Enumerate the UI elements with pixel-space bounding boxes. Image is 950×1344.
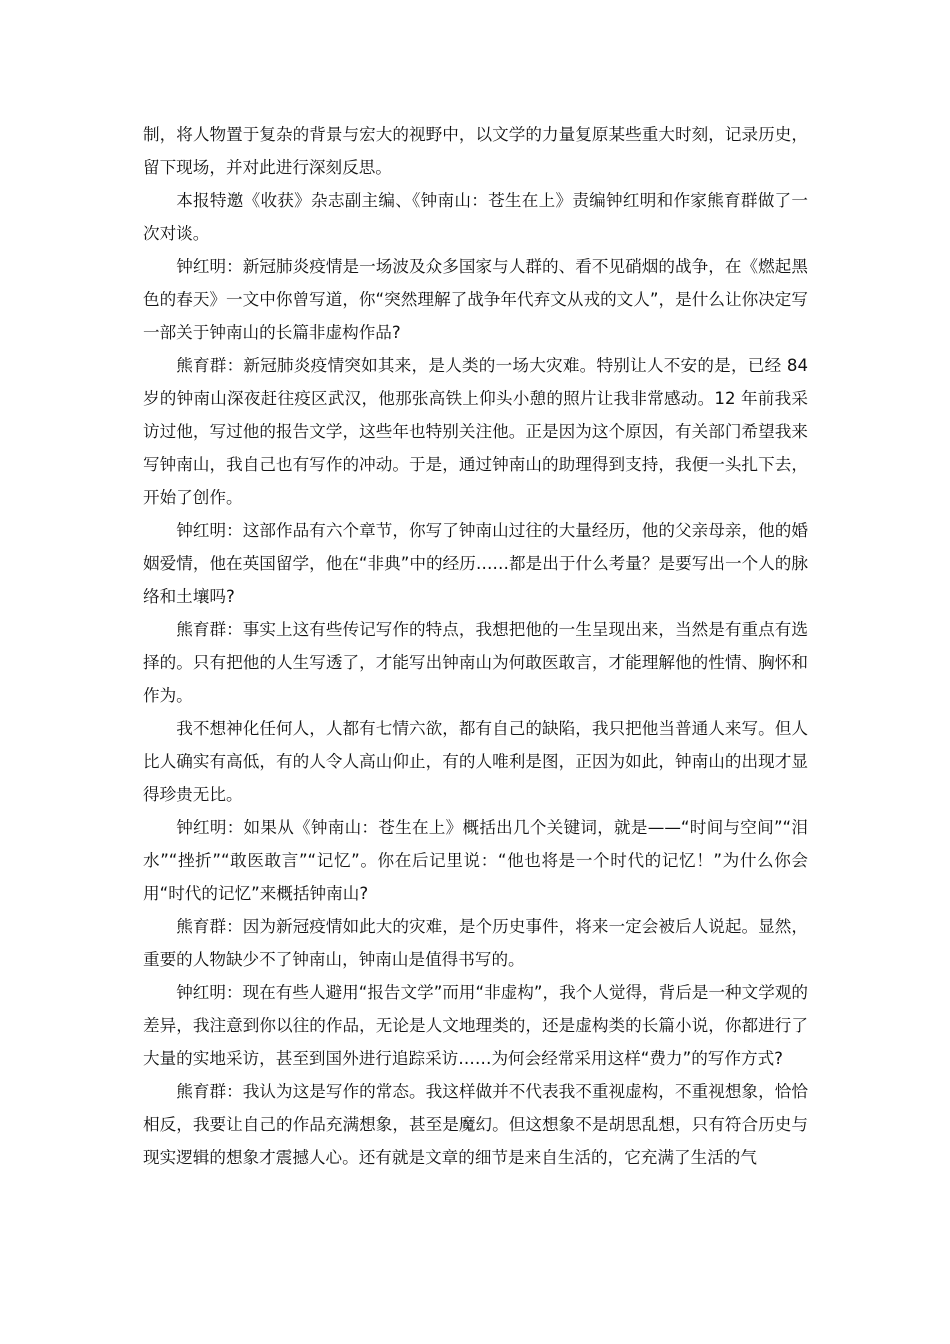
paragraph: 熊育群：新冠肺炎疫情突如其来，是人类的一场大灾难。特别让人不安的是，已经 84岁的钟南山深夜赶往疫区武汉，他那张高铁上仰头小憩的照片让我非常感动。12 年前我采访过他，写过他的报告文学，这些年也特别关注他。正是因为这个原因，有关部门希望我来写钟南山，我自己也有写作的冲动。于是，通过钟南山的助理得到支持，我便一头扎下去，开始了创作。: [143, 356, 808, 507]
paragraph: 钟红明：如果从《钟南山：苍生在上》概括出几个关键词，就是——“时间与空间”“泪水”“挫折”“敢医敢言”“记忆”。你在后记里说：“他也将是一个时代的记忆！”为什么你会用“时代的记忆”来概括钟南山?: [143, 818, 808, 903]
paragraph: 熊育群：我认为这是写作的常态。我这样做并不代表我不重视虚构，不重视想象，恰恰相反，我要让自己的作品充满想象，甚至是魔幻。但这想象不是胡思乱想，只有符合历史与现实逻辑的想象才震撼人心。还有就是文章的细节是来自生活的，它充满了生活的气: [143, 1082, 808, 1167]
paragraph: 钟红明：新冠肺炎疫情是一场波及众多国家与人群的、看不见硝烟的战争，在《燃起黑色的春天》一文中你曾写道，你“突然理解了战争年代弃文从戎的文人”，是什么让你决定写一部关于钟南山的长篇非虚构作品?: [143, 257, 808, 342]
paragraph: 制，将人物置于复杂的背景与宏大的视野中，以文学的力量复原某些重大时刻，记录历史，留下现场，并对此进行深刻反思。: [143, 125, 808, 177]
paragraph: 我不想神化任何人，人都有七情六欲，都有自己的缺陷，我只把他当普通人来写。但人比人确实有高低，有的人令人高山仰止，有的人唯利是图，正因为如此，钟南山的出现才显得珍贵无比。: [143, 719, 808, 804]
paragraph: 钟红明：这部作品有六个章节，你写了钟南山过往的大量经历，他的父亲母亲，他的婚姻爱情，他在英国留学，他在“非典”中的经历……都是出于什么考量？是要写出一个人的脉络和土壤吗?: [143, 521, 808, 606]
article-body: [143, 118, 808, 1174]
paragraph: 本报特邀《收获》杂志副主编、《钟南山：苍生在上》责编钟红明和作家熊育群做了一次对谈。: [143, 191, 808, 243]
paragraph: 熊育群：因为新冠疫情如此大的灾难，是个历史事件，将来一定会被后人说起。显然，重要的人物缺少不了钟南山，钟南山是值得书写的。: [143, 917, 808, 969]
paragraph: 熊育群：事实上这有些传记写作的特点，我想把他的一生呈现出来，当然是有重点有选择的。只有把他的人生写透了，才能写出钟南山为何敢医敢言，才能理解他的性情、胸怀和作为。: [143, 620, 808, 705]
paragraph: 钟红明：现在有些人避用“报告文学”而用“非虚构”，我个人觉得，背后是一种文学观的差异，我注意到你以往的作品，无论是人文地理类的，还是虚构类的长篇小说，你都进行了大量的实地采访，甚至到国外进行追踪采访……为何会经常采用这样“费力”的写作方式?: [143, 983, 808, 1068]
